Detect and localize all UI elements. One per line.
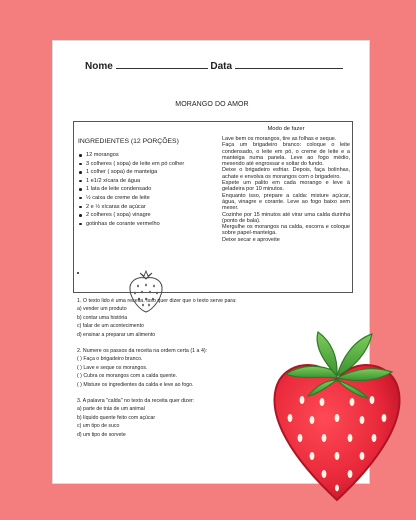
answer-option[interactable]: d) ensinar a preparar um alimento bbox=[77, 331, 156, 338]
answer-option[interactable]: a) parte de trás de um animal bbox=[77, 406, 145, 412]
ingredient-item: 3 colheres ( sopa) de leite em pó colher bbox=[78, 160, 218, 169]
date-label: Data bbox=[210, 61, 233, 72]
ingredient-item: 2 e ½ xícaras de açúcar bbox=[78, 203, 218, 212]
ingredient-item: 1 colher ( sopa) de manteiga bbox=[78, 168, 218, 177]
name-label: Nome bbox=[85, 61, 113, 72]
method-text: Lave bem os morangos, tire as folhas e seque. Faça um brigadeiro branco: coloque o leite condensado, o leite em pó, o creme de leite e a manteiga numa panela. Leve ao fogo médio, mexendo até engrossar e soltar do fundo. Deixe o brigadeiro esfriar. Depois, faça bolinhas, achate e envolva os morangos com o brigadeiro. Espete um palito em cada morango e leve à geladeira por 10 minutos. Enquanto isso, prepare a calda: misture açúcar, água, vinagre e corante. Leve ao fogo baixo sem mexer. Cozinhe por 15 minutos até virar uma calda durinha (ponto de bala). Mergulhe os morangos na calda, escorra e coloque sobre papel-manteiga. Deixe secar e aproveite bbox=[222, 136, 350, 243]
ingredient-item: 12 morangos bbox=[78, 151, 218, 160]
name-date-line bbox=[85, 59, 345, 72]
date-blank[interactable] bbox=[235, 59, 343, 69]
answer-option[interactable]: c) um tipo de suco bbox=[77, 423, 120, 429]
answer-option[interactable]: d) um tipo de sorvete bbox=[77, 431, 126, 438]
answer-option[interactable]: b) contar uma história bbox=[77, 314, 128, 321]
mark bbox=[77, 272, 79, 274]
question-text: 2. Numere os passos da receita na ordem certa (1 a 4): bbox=[77, 348, 208, 354]
question-text: 3. A palavra "calda" no texto da receita quer dizer: bbox=[77, 398, 195, 404]
ingredient-item: 2 colheres ( sopa) vinagre bbox=[78, 211, 218, 220]
answer-option[interactable]: ( ) Faça o brigadeiro branco. bbox=[77, 356, 143, 362]
question-text: 1. O texto lido é uma receita. Isso quer dizer que o texto serve para: bbox=[77, 298, 237, 304]
answer-option[interactable]: c) falar de um acontecimento bbox=[77, 323, 144, 329]
recipe-box bbox=[73, 121, 353, 293]
ingredient-item: gotinhas de corante vermelho bbox=[78, 220, 218, 229]
method-column bbox=[222, 126, 350, 243]
method-title: Modo de fazer bbox=[267, 126, 305, 132]
ingredient-item: 1 lata de leite condensado bbox=[78, 185, 218, 194]
answer-option[interactable]: ( ) Cubra os morangos com a calda quente. bbox=[77, 373, 178, 379]
ingredient-item: 1 e1/2 xícara de água bbox=[78, 177, 218, 186]
ingredients-column bbox=[78, 138, 218, 228]
answer-option[interactable]: ( ) Misture os ingredientes da calda e leve ao fogo. bbox=[77, 381, 194, 388]
ingredients-list bbox=[78, 151, 218, 228]
answer-option[interactable]: b) líquido quente feito com açúcar bbox=[77, 414, 156, 421]
ingredients-title: INGREDIENTES (12 PORÇÕES) bbox=[78, 138, 179, 145]
strawberry-heart-icon bbox=[262, 318, 412, 513]
ingredient-item: ½ caixa de creme de leite bbox=[78, 194, 218, 203]
recipe-title: MORANGO DO AMOR bbox=[175, 101, 249, 108]
answer-option[interactable]: a) vender um produto bbox=[77, 306, 127, 312]
answer-option[interactable]: ( ) Lave e seque os morangos. bbox=[77, 364, 148, 371]
name-blank[interactable] bbox=[116, 59, 208, 69]
